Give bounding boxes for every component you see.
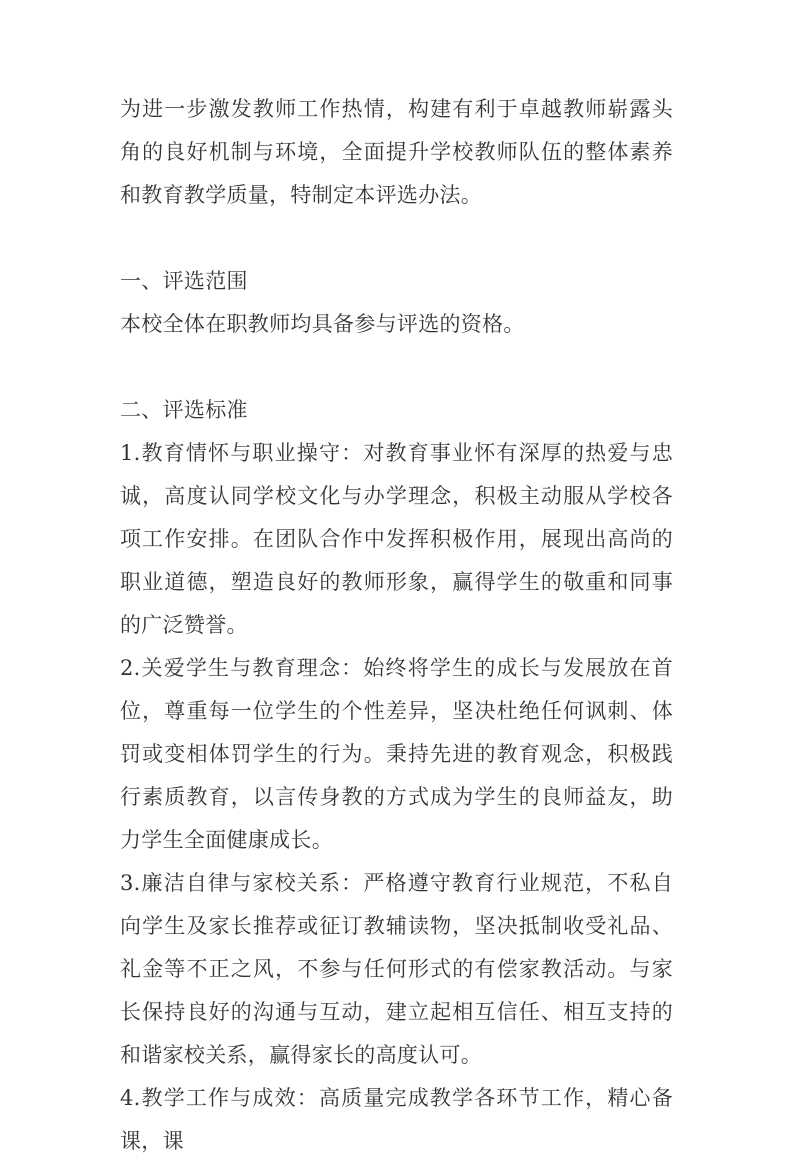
paragraph-spacer [120,346,673,389]
criterion-4-paragraph: 4.教学工作与成效：高质量完成教学各环节工作，精心备课，课 [120,1086,673,1153]
criterion-3-paragraph: 3.廉洁自律与家校关系：严格遵守教育行业规范，不私自向学生及家长推荐或征订教辅读物，坚决抵制收受礼品、礼金等不正之风，不参与任何形式的有偿家教活动。与家长保持良好的沟通与互动，建立起相互信任、相互支持的和谐家校关系，赢得家长的高度认可。 [120,871,673,1067]
criterion-1-paragraph: 1.教育情怀与职业操守：对教育事业怀有深厚的热爱与忠诚，高度认同学校文化与办学理念，积极主动服从学校各项工作安排。在团队合作中发挥积极作用，展现出高尚的职业道德，塑造良好的教师形象，赢得学生的敬重和同事的广泛赞誉。 [120,441,673,637]
section-heading-criteria: 二、评选标准 [120,398,248,422]
scope-paragraph: 本校全体在职教师均具备参与评选的资格。 [120,312,525,336]
criterion-2-paragraph: 2.关爱学生与教育理念：始终将学生的成长与发展放在首位，尊重每一位学生的个性差异，坚决杜绝任何讽刺、体罚或变相体罚学生的行为。秉持先进的教育观念，积极践行素质教育，以言传身教的方式成为学生的良师益友，助力学生全面健康成长。 [120,656,673,852]
section-heading-scope: 一、评选范围 [120,269,248,293]
paragraph-spacer [120,217,673,260]
intro-paragraph: 为进一步激发教师工作热情，构建有利于卓越教师崭露头角的良好机制与环境，全面提升学校教师队伍的整体素养和教育教学质量，特制定本评选办法。 [120,97,673,207]
